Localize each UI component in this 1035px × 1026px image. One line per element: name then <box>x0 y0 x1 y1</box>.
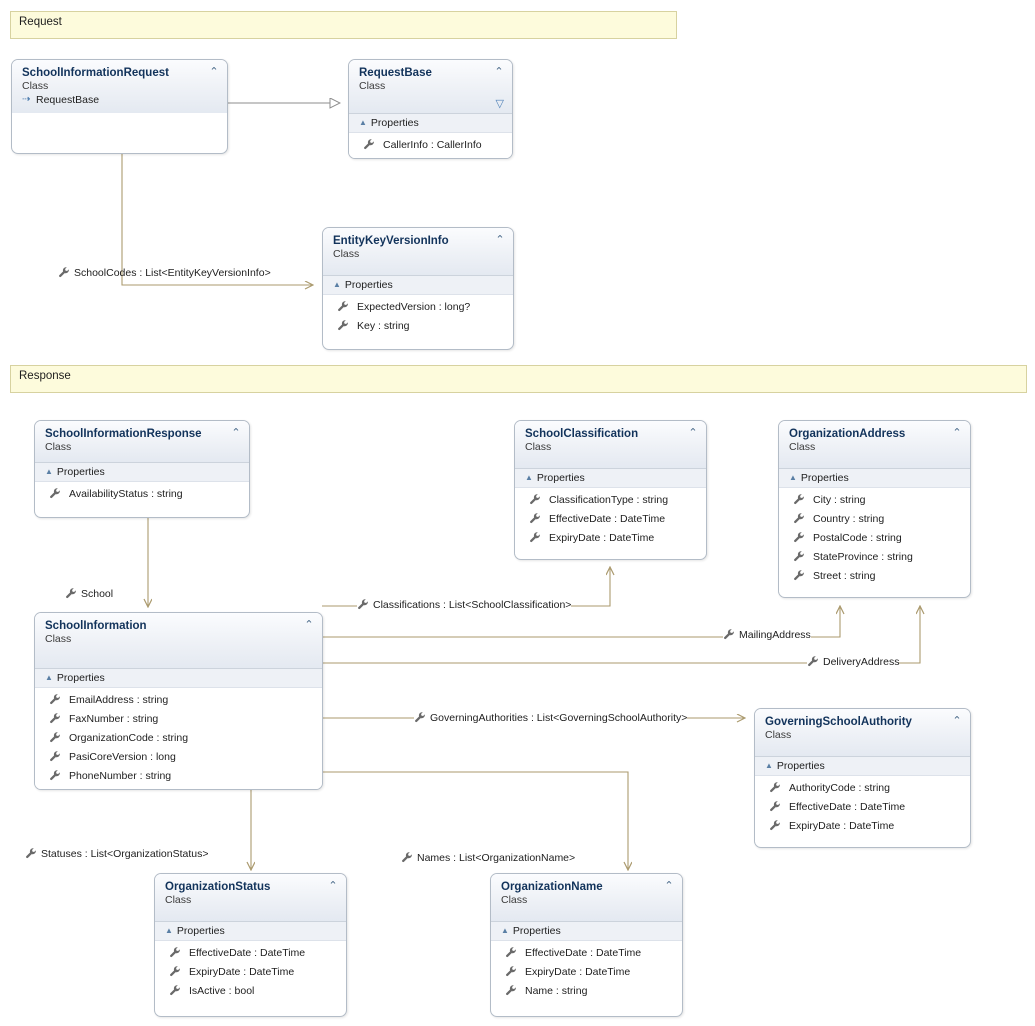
class-section-header <box>35 669 322 688</box>
property-wrench-icon <box>337 319 350 332</box>
member-label: CallerInfo : CallerInfo <box>383 139 482 151</box>
member-label: EffectiveDate : DateTime <box>789 801 906 813</box>
class-members <box>515 488 706 554</box>
class-member[interactable] <box>155 963 346 982</box>
section-triangle-icon: ▲ <box>501 926 509 935</box>
class-member[interactable] <box>491 944 682 963</box>
class-members <box>491 941 682 1007</box>
class-member[interactable] <box>515 510 706 529</box>
class-members <box>35 688 322 790</box>
edge-label-school-codes[interactable] <box>58 266 271 280</box>
property-wrench-icon <box>49 731 62 744</box>
edge-label-text: MailingAddress <box>739 629 811 641</box>
property-wrench-icon <box>337 300 350 313</box>
property-wrench-icon <box>58 266 71 279</box>
property-wrench-icon <box>505 946 518 959</box>
class-members <box>349 133 512 159</box>
class-title: SchoolInformationResponse <box>45 428 202 440</box>
property-wrench-icon <box>49 487 62 500</box>
collapse-chevron-icon[interactable]: ⌃ <box>495 234 505 246</box>
property-wrench-icon <box>807 655 820 668</box>
class-member[interactable] <box>155 982 346 1001</box>
edge-label-text: School <box>81 588 114 600</box>
member-label: ExpiryDate : DateTime <box>189 966 295 978</box>
class-box-schoolinformationrequest[interactable] <box>11 59 228 154</box>
edge-label-text: SchoolCodes : List<EntityKeyVersionInfo> <box>74 267 271 279</box>
class-box-organizationaddress[interactable] <box>778 420 971 598</box>
edge-label-mailing-address[interactable] <box>723 628 811 642</box>
group-band-request <box>10 11 677 39</box>
member-label: AuthorityCode : string <box>789 782 890 794</box>
class-member[interactable] <box>491 982 682 1001</box>
member-label: AvailabilityStatus : string <box>69 488 183 500</box>
class-stereotype: Class <box>22 80 49 92</box>
class-member[interactable] <box>779 491 970 510</box>
edge-label-text: Statuses : List<OrganizationStatus> <box>41 848 209 860</box>
class-member[interactable] <box>35 691 322 710</box>
class-member[interactable] <box>755 779 970 798</box>
property-wrench-icon <box>357 598 370 611</box>
property-wrench-icon <box>169 946 182 959</box>
class-header <box>779 421 970 469</box>
class-member[interactable] <box>349 136 512 155</box>
class-baseline-label: RequestBase <box>36 94 100 106</box>
class-title: SchoolInformation <box>45 620 147 632</box>
class-member[interactable] <box>755 798 970 817</box>
member-label: ExpectedVersion : long? <box>357 301 471 313</box>
class-member[interactable] <box>779 510 970 529</box>
property-wrench-icon <box>723 628 736 641</box>
collapse-chevron-icon[interactable]: ⌃ <box>328 880 338 892</box>
class-stereotype: Class <box>789 441 816 453</box>
member-label: EffectiveDate : DateTime <box>549 513 666 525</box>
section-triangle-icon: ▲ <box>333 280 341 289</box>
edge-label-governing-authorities[interactable] <box>414 711 687 725</box>
collapse-chevron-icon[interactable]: ⌃ <box>952 715 962 727</box>
class-box-requestbase[interactable] <box>348 59 513 159</box>
edge-label-delivery-address[interactable] <box>807 655 899 669</box>
class-section-header <box>755 757 970 776</box>
property-wrench-icon <box>529 493 542 506</box>
property-wrench-icon <box>769 781 782 794</box>
class-title: OrganizationName <box>501 881 603 893</box>
class-member[interactable] <box>155 944 346 963</box>
edge-label-names[interactable] <box>401 851 575 865</box>
class-stereotype: Class <box>333 248 360 260</box>
class-header <box>155 874 346 922</box>
class-header <box>515 421 706 469</box>
property-wrench-icon <box>25 847 38 860</box>
property-wrench-icon <box>769 819 782 832</box>
class-members <box>779 488 970 592</box>
class-box-schoolinformation[interactable] <box>34 612 323 790</box>
member-label: ClassificationType : string <box>549 494 669 506</box>
edge-label-text: GoverningAuthorities : List<GoverningSchoolAuthority> <box>430 712 688 724</box>
member-label: PasiCoreVersion : long <box>69 751 176 763</box>
section-triangle-icon: ▲ <box>45 673 53 682</box>
collapse-chevron-icon[interactable]: ⌃ <box>231 427 241 439</box>
section-triangle-icon: ▲ <box>525 473 533 482</box>
section-label: Properties <box>176 925 225 937</box>
property-wrench-icon <box>529 531 542 544</box>
property-wrench-icon <box>363 138 376 151</box>
member-label: EffectiveDate : DateTime <box>525 947 642 959</box>
property-wrench-icon <box>169 984 182 997</box>
class-member[interactable] <box>323 298 513 317</box>
property-wrench-icon <box>65 587 78 600</box>
collapse-chevron-icon[interactable]: ⌃ <box>664 880 674 892</box>
class-box-organizationname[interactable] <box>490 873 683 1017</box>
section-label: Properties <box>56 466 105 478</box>
class-stereotype: Class <box>525 441 552 453</box>
class-member[interactable] <box>35 485 249 504</box>
section-triangle-icon: ▲ <box>165 926 173 935</box>
property-wrench-icon <box>505 984 518 997</box>
class-section-header <box>779 469 970 488</box>
class-members <box>155 941 346 1007</box>
class-members <box>35 482 249 510</box>
section-label: Properties <box>776 760 825 772</box>
property-wrench-icon <box>49 769 62 782</box>
section-triangle-icon: ▲ <box>359 118 367 127</box>
class-stereotype: Class <box>359 80 386 92</box>
property-wrench-icon <box>49 750 62 763</box>
property-wrench-icon <box>793 550 806 563</box>
class-title: GoverningSchoolAuthority <box>765 716 912 728</box>
class-section-header <box>35 463 249 482</box>
property-wrench-icon <box>414 711 427 724</box>
class-member[interactable] <box>779 548 970 567</box>
class-members <box>755 776 970 842</box>
class-header <box>323 228 513 276</box>
property-wrench-icon <box>169 965 182 978</box>
member-label: City : string <box>813 494 866 506</box>
class-member[interactable] <box>491 963 682 982</box>
section-triangle-icon: ▲ <box>765 761 773 770</box>
class-section-header <box>515 469 706 488</box>
class-stereotype: Class <box>45 633 72 645</box>
class-header <box>491 874 682 922</box>
edge-label-school[interactable] <box>65 587 113 601</box>
member-label: Country : string <box>813 513 885 525</box>
edge-label-text: Classifications : List<SchoolClassification> <box>373 599 572 611</box>
class-header <box>35 613 322 669</box>
class-member[interactable] <box>515 529 706 548</box>
class-member[interactable] <box>35 767 322 786</box>
member-label: IsActive : bool <box>189 985 255 997</box>
section-triangle-icon: ▲ <box>789 473 797 482</box>
class-baseline <box>22 93 203 107</box>
section-triangle-icon: ▲ <box>45 467 53 476</box>
class-member[interactable] <box>779 529 970 548</box>
class-section-header <box>491 922 682 941</box>
property-wrench-icon <box>529 512 542 525</box>
class-box-entitykeyversioninfo[interactable] <box>322 227 514 350</box>
class-header <box>12 60 227 113</box>
member-label: Street : string <box>813 570 876 582</box>
property-wrench-icon <box>793 531 806 544</box>
class-title: SchoolInformationRequest <box>22 67 169 79</box>
section-label: Properties <box>344 279 393 291</box>
class-member[interactable] <box>755 817 970 836</box>
class-section-header <box>349 114 512 133</box>
section-label: Properties <box>512 925 561 937</box>
member-label: EmailAddress : string <box>69 694 169 706</box>
class-member[interactable] <box>35 729 322 748</box>
member-label: PostalCode : string <box>813 532 902 544</box>
class-stereotype: Class <box>501 894 528 906</box>
class-member[interactable] <box>35 748 322 767</box>
class-title: SchoolClassification <box>525 428 639 440</box>
property-wrench-icon <box>49 693 62 706</box>
edge-label-text: DeliveryAddress <box>823 656 900 668</box>
class-header <box>35 421 249 463</box>
property-wrench-icon <box>505 965 518 978</box>
class-title: OrganizationAddress <box>789 428 906 440</box>
class-header <box>349 60 512 114</box>
class-box-schoolinformationresponse[interactable] <box>34 420 250 518</box>
class-member[interactable] <box>515 491 706 510</box>
class-box-governingschoolauthority[interactable] <box>754 708 971 848</box>
class-box-organizationstatus[interactable] <box>154 873 347 1017</box>
member-label: EffectiveDate : DateTime <box>189 947 306 959</box>
member-label: Name : string <box>525 985 588 997</box>
class-members <box>323 295 513 342</box>
collapse-chevron-icon[interactable]: ⌃ <box>688 427 698 439</box>
group-label-response: Response <box>19 370 71 382</box>
member-label: StateProvince : string <box>813 551 913 563</box>
class-member[interactable] <box>323 317 513 336</box>
class-title: OrganizationStatus <box>165 881 271 893</box>
class-section-header <box>323 276 513 295</box>
group-band-response <box>10 365 1027 393</box>
section-label: Properties <box>536 472 585 484</box>
class-box-schoolclassification[interactable] <box>514 420 707 560</box>
member-label: ExpiryDate : DateTime <box>789 820 895 832</box>
class-title: RequestBase <box>359 67 432 79</box>
collapse-chevron-icon[interactable]: ⌃ <box>304 619 314 631</box>
class-stereotype: Class <box>165 894 192 906</box>
filter-funnel-icon[interactable]: ▽ <box>495 98 504 110</box>
group-label-request: Request <box>19 16 62 28</box>
edge-label-statuses[interactable] <box>25 847 209 861</box>
class-header <box>755 709 970 757</box>
collapse-chevron-icon[interactable]: ⌃ <box>494 66 504 78</box>
property-wrench-icon <box>769 800 782 813</box>
member-label: ExpiryDate : DateTime <box>525 966 631 978</box>
property-wrench-icon <box>793 512 806 525</box>
class-title: EntityKeyVersionInfo <box>333 235 449 247</box>
inheritance-arrow-icon: ⇢ <box>22 94 31 105</box>
property-wrench-icon <box>793 493 806 506</box>
member-label: OrganizationCode : string <box>69 732 189 744</box>
class-stereotype: Class <box>45 441 72 453</box>
property-wrench-icon <box>49 712 62 725</box>
section-label: Properties <box>370 117 419 129</box>
class-section-header <box>155 922 346 941</box>
collapse-chevron-icon[interactable]: ⌃ <box>209 66 219 78</box>
member-label: FaxNumber : string <box>69 713 159 725</box>
class-member[interactable] <box>35 710 322 729</box>
member-label: Key : string <box>357 320 410 332</box>
section-label: Properties <box>56 672 105 684</box>
edge-label-classifications[interactable] <box>357 598 571 612</box>
member-label: ExpiryDate : DateTime <box>549 532 655 544</box>
collapse-chevron-icon[interactable]: ⌃ <box>952 427 962 439</box>
class-stereotype: Class <box>765 729 792 741</box>
property-wrench-icon <box>401 851 414 864</box>
edge-label-text: Names : List<OrganizationName> <box>417 852 576 864</box>
property-wrench-icon <box>793 569 806 582</box>
member-label: PhoneNumber : string <box>69 770 172 782</box>
class-member[interactable] <box>779 567 970 586</box>
section-label: Properties <box>800 472 849 484</box>
